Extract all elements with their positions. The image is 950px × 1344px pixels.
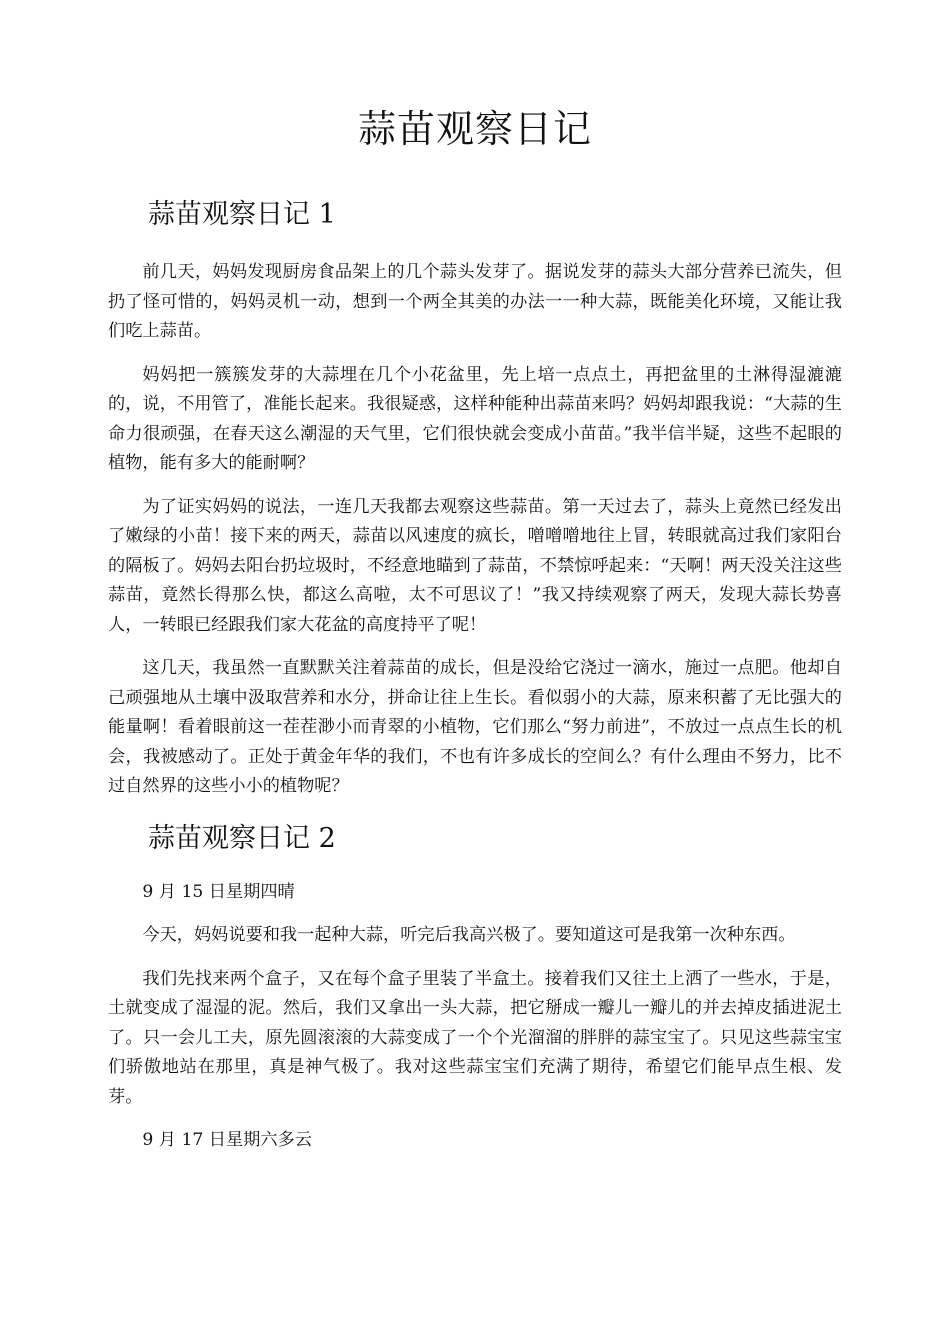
section-heading-1: 蒜苗观察日记 1 bbox=[148, 199, 336, 230]
paragraph: 前几天，妈妈发现厨房食品架上的几个蒜头发芽了。据说发芽的蒜头大部分营养已流失，但扔了怪可惜的，妈妈灵机一动，想到一个两全其美的办法一一种大蒜，既能美化环境，又能让我们吃上蒜苗。 bbox=[108, 262, 842, 341]
document-title: 蒜苗观察日记 bbox=[357, 107, 592, 151]
section-heading-2: 蒜苗观察日记 2 bbox=[148, 822, 336, 854]
diary-date-line: 9 月 15 日星期四晴 bbox=[142, 881, 295, 902]
paragraph: 为了证实妈妈的说法，一连几天我都去观察这些蒜苗。第一天过去了，蒜头上竟然已经发出了嫩绿的小苗！接下来的两天，蒜苗以风速度的疯长，噌噌噌地往上冒，转眼就高过我们家阳台的隔板了。妈妈去阳台扔垃圾时，不经意地瞄到了蒜苗，不禁惊呼起来：“天啊！两天没关注这些蒜苗，竟然长得那么快，都这么高啦，太不可思议了！”我又持续观察了两天，发现大蒜长势喜人，一转眼已经跟我们家大花盆的高度持平了呢！ bbox=[108, 496, 842, 635]
paragraph: 我们先找来两个盒子，又在每个盒子里装了半盒土。接着我们又往土上洒了一些水，于是，土就变成了湿湿的泥。然后，我们又拿出一头大蒜，把它掰成一瓣儿一瓣儿的并去掉皮插进泥土了。只一会儿工夫，原先圆滚滚的大蒜变成了一个个光溜溜的胖胖的蒜宝宝了。只见这些蒜宝宝们骄傲地站在那里，真是神气极了。我对这些蒜宝宝们充满了期待，希望它们能早点生根、发芽。 bbox=[108, 968, 842, 1107]
paragraph: 这几天，我虽然一直默默关注着蒜苗的成长，但是没给它浇过一滴水，施过一点肥。他却自己顽强地从土壤中汲取营养和水分，拼命让往上生长。看似弱小的大蒜，原来积蓄了无比强大的能量啊！看着眼前这一茬茬渺小而青翠的小植物，它们那么“努力前进”，不放过一点点生长的机会，我被感动了。正处于黄金年华的我们，不也有许多成长的空间么？有什么理由不努力，比不过自然界的这些小小的植物呢？ bbox=[108, 658, 842, 796]
diary-date-line: 9 月 17 日星期六多云 bbox=[142, 1130, 312, 1150]
paragraph: 今天，妈妈说要和我一起种大蒜，听完后我高兴极了。要知道这可是我第一次种东西。 bbox=[142, 925, 796, 945]
paragraph: 妈妈把一簇簇发芽的大蒜埋在几个小花盆里，先上培一点点土，再把盆里的土淋得湿漉漉的，说，不用管了，准能长起来。我很疑惑，这样种能种出蒜苗来吗？妈妈却跟我说：“大蒜的生命力很顽强，在春天这么潮湿的天气里，它们很快就会变成小苗苗。”我半信半疑，这些不起眼的植物，能有多大的能耐啊？ bbox=[108, 364, 842, 473]
